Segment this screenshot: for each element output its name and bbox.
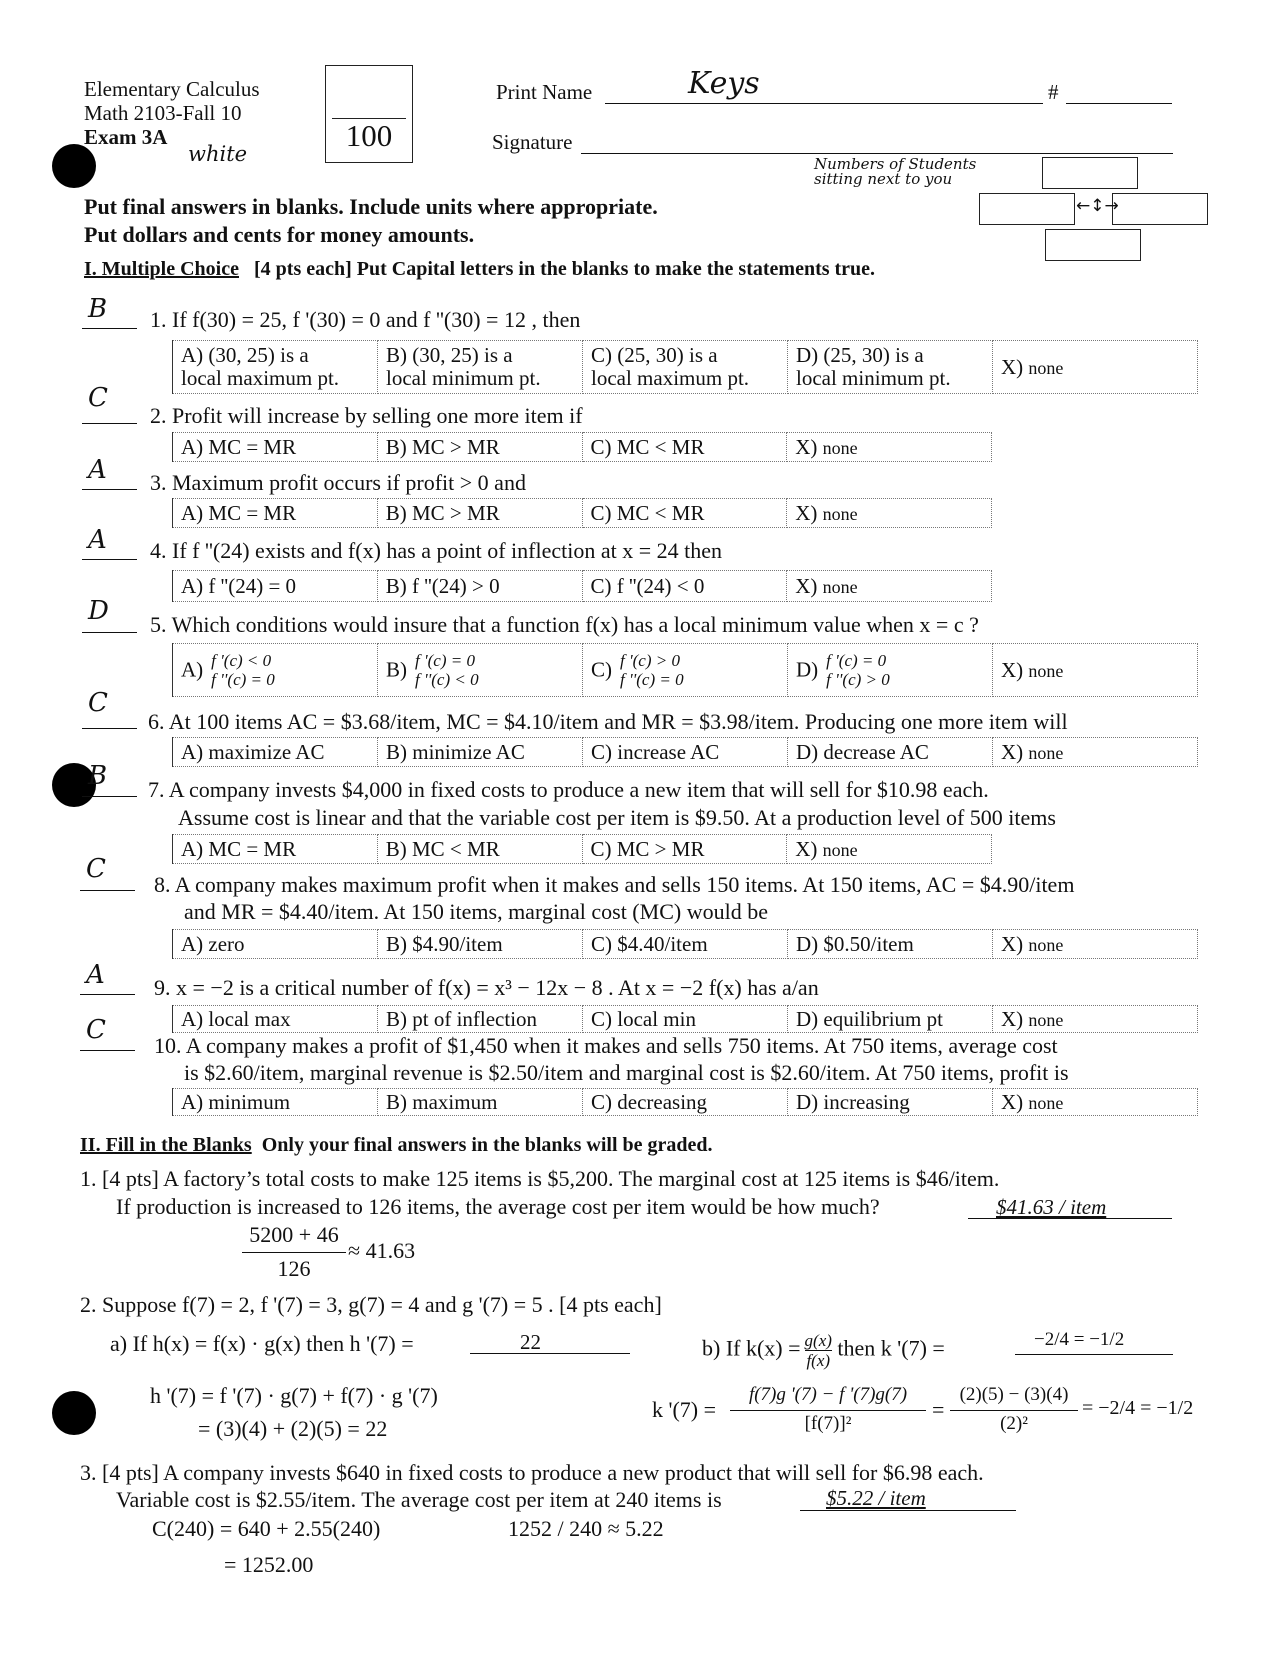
problem-2b-work-numerator: f(7)g '(7) − f '(7)g(7) <box>748 1384 908 1405</box>
option-q9-d[interactable] <box>788 1006 993 1033</box>
answer-blank-q4[interactable] <box>82 559 137 560</box>
binder-hole <box>52 1391 96 1435</box>
option-text: B) pt of inflection <box>386 1006 538 1031</box>
options-q1 <box>172 340 1198 394</box>
option-q8-a[interactable] <box>173 930 378 959</box>
option-text: D) equilibrium pt <box>796 1006 943 1031</box>
option-q8-c[interactable] <box>583 930 788 959</box>
fraction-numerator: g(x) <box>804 1331 832 1350</box>
problem-2b-prompt-post: then k '(7) = <box>837 1335 945 1361</box>
option-text: D) (25, 30) is a local minimum pt. <box>796 343 951 390</box>
section1-points: [4 pts each] Put Capital letters in the blanks to make the statements true. <box>254 258 876 280</box>
answer-blank-q1[interactable] <box>82 328 137 329</box>
problem-1-work-result: ≈ 41.63 <box>348 1238 416 1263</box>
option-text: D) increasing <box>796 1089 910 1114</box>
answer-blank-q6[interactable] <box>82 728 137 729</box>
option-q2-a[interactable] <box>173 433 378 462</box>
course-section: Math 2103-Fall 10 <box>84 101 242 125</box>
option-text: C) MC < MR <box>590 434 705 459</box>
option-none: none <box>1028 357 1064 378</box>
answer-q10: C <box>86 1015 106 1045</box>
print-name-label: Print Name <box>496 80 593 104</box>
option-q4-c[interactable] <box>582 571 787 602</box>
option-text: A) local max <box>181 1006 291 1031</box>
problem-2a-blank[interactable] <box>470 1353 630 1354</box>
option-text: X) <box>1001 657 1024 682</box>
question-3: 3. Maximum profit occurs if profit > 0 and <box>150 470 526 495</box>
answer-q4: A <box>88 525 107 555</box>
option-text: A) f '(c) < 0 f ''(c) = 0 <box>181 651 275 689</box>
seat-note-line1: Numbers of Students <box>814 155 977 173</box>
problem-2b-fraction <box>805 1331 832 1370</box>
option-q2-c[interactable] <box>582 433 787 462</box>
option-text: A) zero <box>181 931 245 956</box>
options-q8 <box>172 929 1198 959</box>
option-q7-b[interactable] <box>377 835 582 864</box>
option-text: C) local min <box>591 1006 696 1031</box>
seat-note-line2: sitting next to you <box>814 170 953 188</box>
problem-2b-work-numerator2: (2)(5) − (3)(4) <box>959 1384 1069 1405</box>
question-4: 4. If f ''(24) exists and f(x) has a point of inflection at x = 24 then <box>150 538 723 563</box>
problem-1-work-numerator: 5200 + 46 <box>249 1222 339 1247</box>
problem-3-answer: $5.22 / item <box>826 1486 926 1510</box>
option-text: B) f ''(24) > 0 <box>385 573 500 598</box>
question-10: 10. A company makes a profit of $1,450 when it makes and sells 750 items. At 750 items, average cost <box>154 1033 1058 1058</box>
option-q6-c[interactable] <box>583 738 788 767</box>
question-6: 6. At 100 items AC = $3.68/item, MC = $4.10/item and MR = $3.98/item. Producing one more item will <box>148 709 1068 734</box>
option-q6-a[interactable] <box>173 738 378 767</box>
fraction-bar <box>242 1252 346 1253</box>
problem-2-line: 2. Suppose f(7) = 2, f '(7) = 3, g(7) = 4 and g '(7) = 5 . [4 pts each] <box>80 1292 662 1317</box>
instruction-line2: Put dollars and cents for money amounts. <box>84 222 475 247</box>
seat-box-back[interactable] <box>1045 229 1141 261</box>
option-text: X) <box>795 573 818 598</box>
seat-arrows-icon: ←↕→ <box>1076 196 1119 216</box>
seat-box-left[interactable] <box>979 193 1075 225</box>
option-text: B) (30, 25) is a local minimum pt. <box>386 343 541 390</box>
option-q3-c[interactable] <box>582 499 787 528</box>
option-none: none <box>822 839 858 860</box>
section2-heading <box>80 1134 713 1157</box>
option-text: C) MC < MR <box>590 500 705 525</box>
option-q5-b[interactable] <box>378 644 583 697</box>
problem-2b-blank[interactable] <box>1015 1354 1173 1355</box>
question-10-cont: is $2.60/item, marginal revenue is $2.50/item and marginal cost is $2.60/item. At 750 items, profit is <box>184 1060 1069 1085</box>
problem-2b-answer: −2/4 = −1/2 <box>1034 1329 1125 1350</box>
options-q2 <box>172 432 992 462</box>
question-5: 5. Which conditions would insure that a function f(x) has a local minimum value when x = c ? <box>150 612 979 637</box>
section1-title: I. Multiple Choice <box>84 258 239 280</box>
option-q4-a[interactable] <box>173 571 378 602</box>
answer-q7: B <box>88 761 108 791</box>
option-q3-x[interactable] <box>787 499 992 528</box>
option-none: none <box>1028 1092 1064 1113</box>
print-name-value: Keys <box>688 66 760 101</box>
exam-version: white <box>188 142 248 166</box>
option-q5-a[interactable] <box>173 644 378 697</box>
option-q6-x[interactable] <box>993 738 1198 767</box>
option-q8-d[interactable] <box>788 930 993 959</box>
option-text: D) $0.50/item <box>796 931 914 956</box>
answer-blank-q3[interactable] <box>82 489 137 490</box>
section1-heading <box>84 258 875 281</box>
answer-q2: C <box>88 383 108 413</box>
option-text: B) MC < MR <box>385 836 500 861</box>
option-none: none <box>1028 742 1064 763</box>
option-none: none <box>1028 660 1064 681</box>
option-q3-a[interactable] <box>173 499 378 528</box>
fraction-bar <box>950 1410 1078 1411</box>
option-none: none <box>822 437 858 458</box>
problem-1-line1: 1. [4 pts] A factory’s total costs to make 125 items is $5,200. The marginal cost at 125 items is $46/item. <box>80 1166 1000 1191</box>
option-text: A) MC = MR <box>181 500 297 525</box>
option-text: B) $4.90/item <box>386 931 503 956</box>
options-q9 <box>172 1005 1198 1033</box>
problem-2b-prompt-pre: b) If k(x) = <box>702 1335 801 1361</box>
problem-2a-answer: 22 <box>520 1330 541 1354</box>
option-text: D) decrease AC <box>796 739 929 764</box>
fraction-denominator: f(x) <box>806 1351 831 1370</box>
fraction-bar <box>730 1410 926 1411</box>
option-q5-x[interactable] <box>993 644 1198 697</box>
question-7: 7. A company invests $4,000 in fixed costs to produce a new item that will sell for $10.98 each. <box>148 777 989 802</box>
option-q9-b[interactable] <box>378 1006 583 1033</box>
option-text: D) f '(c) = 0 f ''(c) > 0 <box>796 651 890 689</box>
number-label: # <box>1048 80 1059 104</box>
option-none: none <box>822 503 858 524</box>
signature-line[interactable] <box>581 153 1173 154</box>
option-q8-b[interactable] <box>378 930 583 959</box>
answer-q5: D <box>88 596 109 626</box>
option-q2-b[interactable] <box>377 433 582 462</box>
option-q4-x[interactable] <box>787 571 992 602</box>
problem-2a-prompt: a) If h(x) = f(x) · g(x) then h '(7) = <box>110 1331 414 1356</box>
option-text: A) (30, 25) is a local maximum pt. <box>181 343 340 390</box>
problem-2b-work-tail: = −2/4 = −1/2 <box>1082 1397 1194 1419</box>
answer-blank-q2[interactable] <box>82 423 137 424</box>
options-q6 <box>172 737 1198 767</box>
problem-3-line2: Variable cost is $2.55/item. The average cost per item at 240 items is <box>116 1487 722 1512</box>
problem-2b-work-denominator: [f(7)]² <box>804 1413 852 1434</box>
question-2: 2. Profit will increase by selling one more item if <box>150 403 583 428</box>
option-text: X) <box>795 836 818 861</box>
instructions <box>84 193 658 249</box>
option-q10-d[interactable] <box>788 1089 993 1116</box>
answer-blank-q10[interactable] <box>80 1050 135 1051</box>
option-text: B) MC > MR <box>385 434 500 459</box>
option-q9-c[interactable] <box>583 1006 788 1033</box>
answer-blank-q5[interactable] <box>82 632 137 633</box>
options-q10 <box>172 1088 1198 1116</box>
option-q6-d[interactable] <box>788 738 993 767</box>
option-text: C) (25, 30) is a local maximum pt. <box>591 343 750 390</box>
option-q7-x[interactable] <box>787 835 992 864</box>
seat-box-front[interactable] <box>1042 157 1138 189</box>
option-none: none <box>1028 934 1064 955</box>
option-text: X) <box>1001 1006 1024 1031</box>
option-text: C) f '(c) > 0 f ''(c) = 0 <box>591 651 684 689</box>
number-line[interactable] <box>1066 103 1172 104</box>
option-q4-b[interactable] <box>377 571 582 602</box>
option-q10-b[interactable] <box>378 1089 583 1116</box>
option-q1-x[interactable] <box>993 341 1198 394</box>
question-9: 9. x = −2 is a critical number of f(x) = x³ − 12x − 8 . At x = −2 f(x) has a/an <box>154 975 819 1000</box>
answer-q8: C <box>86 854 106 884</box>
option-text: C) MC > MR <box>590 836 705 861</box>
option-none: none <box>822 576 858 597</box>
instruction-line1: Put final answers in blanks. Include units where appropriate. <box>84 194 658 219</box>
score-box <box>325 65 413 163</box>
problem-1-line2: If production is increased to 126 items, the average cost per item would be how much? <box>116 1194 880 1219</box>
option-text: C) f ''(24) < 0 <box>590 573 705 598</box>
option-q9-x[interactable] <box>993 1006 1198 1033</box>
question-8: 8. A company makes maximum profit when it makes and sells 150 items. At 150 items, AC = $4.90/item <box>154 872 1075 897</box>
option-text: X) <box>1001 1089 1024 1114</box>
option-q9-a[interactable] <box>173 1006 378 1033</box>
problem-2b-work-eq: = <box>932 1397 945 1422</box>
option-q7-a[interactable] <box>173 835 378 864</box>
option-q8-x[interactable] <box>993 930 1198 959</box>
option-text: B) MC > MR <box>385 500 500 525</box>
option-q6-b[interactable] <box>378 738 583 767</box>
option-q1-a[interactable] <box>173 341 378 394</box>
option-q7-c[interactable] <box>582 835 787 864</box>
course-name: Elementary Calculus <box>84 77 260 101</box>
option-text: X) <box>1001 931 1024 956</box>
option-text: A) MC = MR <box>181 836 297 861</box>
problem-1-work-denominator: 126 <box>277 1256 311 1281</box>
option-text: A) f ''(24) = 0 <box>181 573 297 598</box>
answer-blank-q7[interactable] <box>82 796 137 797</box>
option-none: none <box>1028 1009 1064 1030</box>
options-q4 <box>172 570 992 602</box>
option-text: A) maximize AC <box>181 739 325 764</box>
option-q3-b[interactable] <box>377 499 582 528</box>
problem-1-answer: $41.63 / item <box>996 1195 1107 1219</box>
seat-note <box>814 157 976 187</box>
option-text: C) $4.40/item <box>591 931 708 956</box>
option-text: X) <box>1001 739 1024 764</box>
print-name-line[interactable] <box>605 103 1043 104</box>
problem-2a-work1: h '(7) = f '(7) · g(7) + f(7) · g '(7) <box>150 1383 438 1408</box>
question-1: 1. If f(30) = 25, f '(30) = 0 and f ''(30) = 12 , then <box>150 307 581 332</box>
option-q10-c[interactable] <box>583 1089 788 1116</box>
answer-q3: A <box>88 455 107 485</box>
answer-blank-q9[interactable] <box>80 994 135 995</box>
options-q7 <box>172 834 992 864</box>
options-q3 <box>172 498 992 528</box>
option-text: X) <box>1001 354 1024 379</box>
question-8-cont: and MR = $4.40/item. At 150 items, marginal cost (MC) would be <box>184 899 768 924</box>
exam-id: Exam 3A <box>84 125 168 149</box>
option-text: C) decreasing <box>591 1089 708 1114</box>
option-q5-d[interactable] <box>788 644 993 697</box>
option-text: C) increase AC <box>591 739 720 764</box>
answer-blank-q8[interactable] <box>80 890 135 891</box>
option-text: A) MC = MR <box>181 434 297 459</box>
options-q5 <box>172 643 1198 697</box>
seat-box-right[interactable] <box>1112 193 1208 225</box>
section2-subheading: Only your final answers in the blanks will be graded. <box>261 1134 713 1156</box>
answer-q6: C <box>88 688 108 718</box>
problem-3-work1: C(240) = 640 + 2.55(240) <box>152 1516 381 1541</box>
problem-3-work3: = 1252.00 <box>224 1552 314 1577</box>
option-q1-c[interactable] <box>583 341 788 394</box>
option-text: X) <box>795 500 818 525</box>
problem-3-line1: 3. [4 pts] A company invests $640 in fixed costs to produce a new product that will sell for $6.98 each. <box>80 1460 984 1485</box>
option-q2-x[interactable] <box>787 433 992 462</box>
option-text: A) minimum <box>181 1089 291 1114</box>
option-text: B) maximum <box>386 1089 498 1114</box>
option-q5-c[interactable] <box>583 644 788 697</box>
course-info <box>84 77 260 149</box>
answer-q1: B <box>88 294 108 324</box>
problem-3-work2: 1252 / 240 ≈ 5.22 <box>508 1516 664 1541</box>
option-q1-b[interactable] <box>378 341 583 394</box>
problem-2b-work-lhs: k '(7) = <box>652 1397 717 1422</box>
option-q1-d[interactable] <box>788 341 993 394</box>
option-q10-x[interactable] <box>993 1089 1198 1116</box>
option-q10-a[interactable] <box>173 1089 378 1116</box>
option-text: B) minimize AC <box>386 739 525 764</box>
answer-q9: A <box>86 960 105 990</box>
question-7-cont: Assume cost is linear and that the variable cost per item is $9.50. At a production level of 500 items <box>178 805 1056 830</box>
binder-hole <box>52 144 96 188</box>
problem-2b-work-denominator2: (2)² <box>1000 1413 1028 1434</box>
score-total: 100 <box>345 118 393 153</box>
problem-2a-work2: = (3)(4) + (2)(5) = 22 <box>198 1416 388 1441</box>
signature-label: Signature <box>492 130 573 154</box>
option-text: X) <box>795 434 818 459</box>
option-text: B) f '(c) = 0 f ''(c) < 0 <box>386 651 479 689</box>
section2-title: II. Fill in the Blanks <box>80 1134 252 1156</box>
problem-2b-prompt <box>702 1331 945 1370</box>
